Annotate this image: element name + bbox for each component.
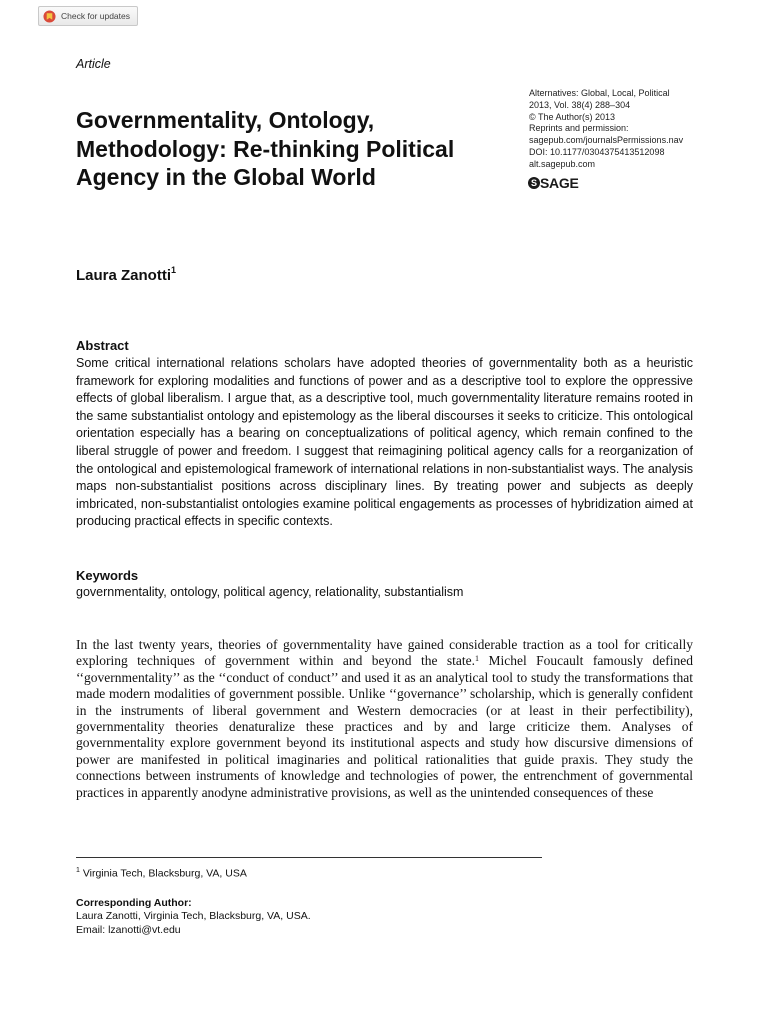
article-title: Governmentality, Ontology, Methodology: Re-thinking Political Agency in the Global World [76,107,455,190]
body-paragraph [76,637,693,801]
footnote-divider [76,857,542,858]
abstract-heading: Abstract [76,338,129,353]
author-affiliation-marker: 1 [171,265,177,275]
keywords-heading: Keywords [76,568,139,583]
check-for-updates-badge[interactable] [38,6,138,26]
journal-info [529,88,749,171]
crossmark-icon [43,10,56,23]
corresponding-author-address: Laura Zanotti, Virginia Tech, Blacksburg, VA, USA. [76,910,311,922]
corresponding-author-email[interactable]: Email: lzanotti@vt.edu [76,924,181,936]
footnote-marker: 1 [76,867,80,874]
journal-name: Alternatives: Global, Local, Political [529,88,670,98]
footnote-reference[interactable]: 1 [475,654,480,664]
journal-copyright: © The Author(s) 2013 [529,111,616,122]
affiliation-footnote [76,867,247,880]
corresponding-author-heading: Corresponding Author: [76,897,192,909]
author-name [76,267,176,284]
sage-logo [528,175,578,191]
journal-doi[interactable]: DOI: 10.1177/0304375413512098 [529,146,665,157]
journal-reprints: Reprints and permission: [529,123,629,134]
sage-logo-icon: S [528,177,540,189]
journal-permissions-link[interactable]: sagepub.com/journalsPermissions.nav [529,135,684,146]
journal-volume: 2013, Vol. 38(4) 288–304 [529,99,631,110]
abstract-text: Some critical international relations scholars have adopted theories of governmentality both as a heuristic framework for exploring modalities and functions of power and as a descriptive tool to explore the oppressive effects of global liberalism. I argue that, as a descriptive tool, much governmentality literature remains rooted in the same substantialist ontology and epistemology as the liberal discourses it seeks to criticize. This ontological orientation especially has a bearing on conceptualizations of political agency, which remain confined to the liberal struggle of power and freedom. I suggest that reimagining political agency calls for a reorganization of the ontological and epistemological framework of international relations in non-substantialist ways. The analysis maps non-substantialist positions across disciplinary lines. By treating power and subjects as deeply imbricated, non-substantialist ontologies examine political engagements as processes of hybridization aimed at producing practical effects in specific contexts. [76,356,693,529]
body-text-part1: In the last twenty years, theories of governmentality have gained considerable traction as a tool for critically exploring techniques of government within and beyond the state. [76,637,693,669]
footnote-text: Virginia Tech, Blacksburg, VA, USA [82,867,247,880]
article-type-label: Article [76,57,111,71]
sage-logo-text: SAGE [540,175,579,191]
keywords-text: governmentality, ontology, political agency, relationality, substantialism [76,585,464,599]
body-text-part2: Michel Foucault famously defined ‘‘governmentality’’ as the ‘‘conduct of conduct’’ and used it as an analytical tool to study the transformations that made modern modalities of government possible. Unlike ‘‘governance’’ scholarship, which is generally confident in the instruments of liberal government and Western democracies (or at least in their perfectibility), governmentality theories denaturalize these practices and by and large criticize them. Analyses of governmentality explore government beyond its institutional aspects and study how discursive dimensions of power are manifested in political imaginaries and political rationalities that guide praxis. They study the connections between instruments of knowledge and technologies of power, the entrenchment of governmental practices in apparently anodyne administrative provisions, as well as the unintended consequences of these [76,653,693,800]
journal-site-link[interactable]: alt.sagepub.com [529,158,596,169]
author-name-text: Laura Zanotti [76,267,172,284]
check-for-updates-label: Check for updates [61,11,130,21]
